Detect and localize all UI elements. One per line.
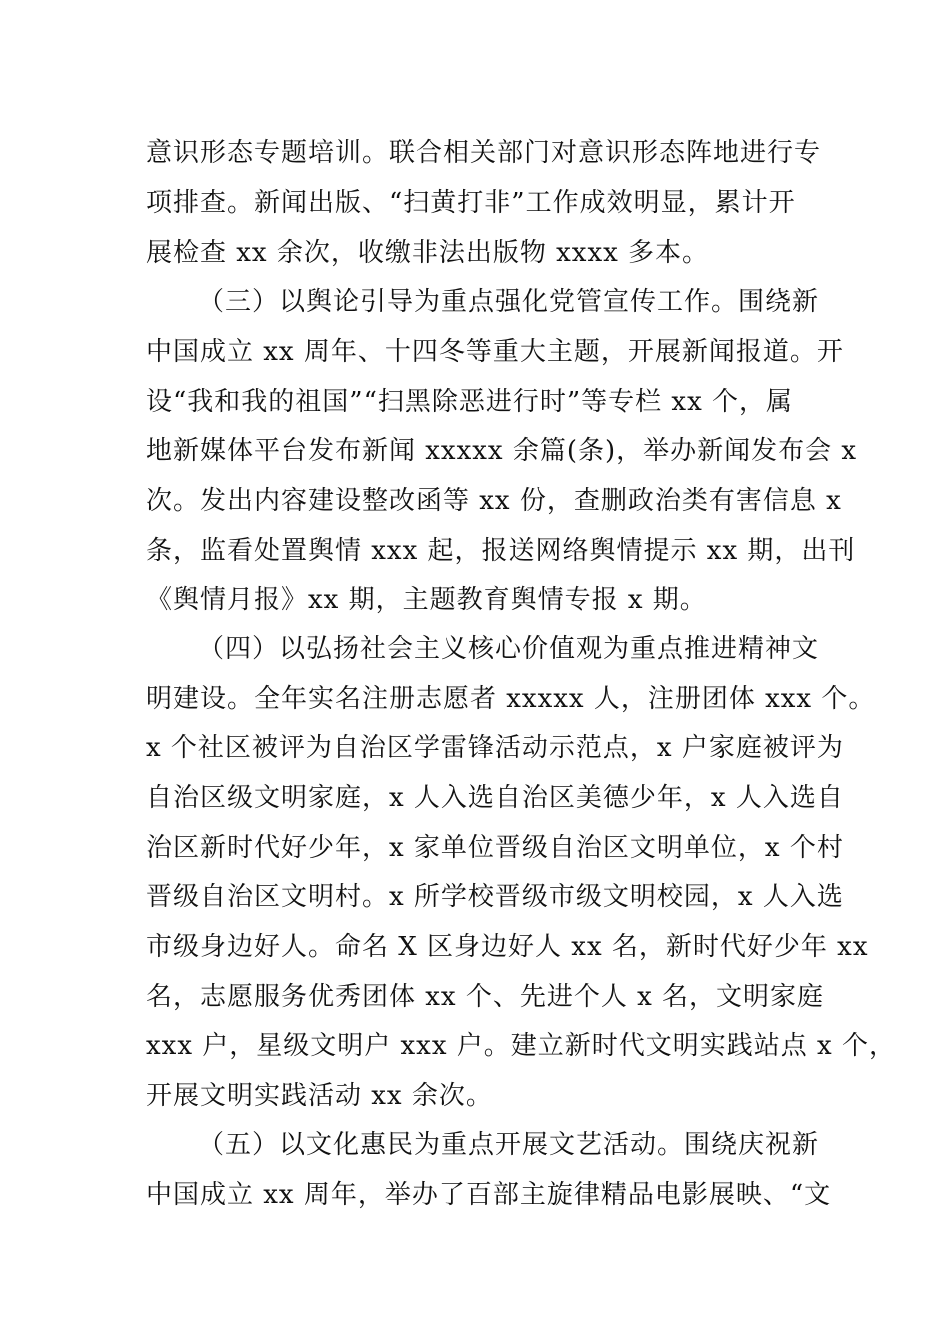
text-line: 自治区级文明家庭，x 人入选自治区美德少年，x 人入选自 [146, 783, 844, 813]
text-line: 项排查。新闻出版、“扫黄打非”工作成效明显，累计开 [146, 188, 796, 218]
text-line: xxx 户，星级文明户 xxx 户。建立新时代文明实践站点 x 个， [146, 1031, 896, 1061]
text-line: 《舆情月报》xx 期，主题教育舆情专报 x 期。 [146, 585, 707, 615]
text-line: 意识形态专题培训。联合相关部门对意识形态阵地进行专 [146, 138, 822, 168]
text-line: 次。发出内容建设整改函等 xx 份，查删政治类有害信息 x [146, 486, 842, 516]
text-line: 晋级自治区文明村。x 所学校晋级市级文明校园，x 人入选 [146, 882, 844, 912]
section-heading: （四）以弘扬社会主义核心价值观为重点推进精神文 [198, 634, 820, 664]
text-line: 中国成立 xx 周年、十四冬等重大主题，开展新闻报道。开 [146, 337, 844, 367]
text-line: x 个社区被评为自治区学雷锋活动示范点，x 户家庭被评为 [146, 733, 844, 763]
text-line: 名，志愿服务优秀团体 xx 个、先进个人 x 名，文明家庭 [146, 982, 825, 1012]
text-line: 中国成立 xx 周年，举办了百部主旋律精品电影展映、“文 [146, 1180, 832, 1210]
text-line: 展检查 xx 余次，收缴非法出版物 xxxx 多本。 [146, 238, 710, 268]
text-line: 市级身边好人。命名 X 区身边好人 xx 名，新时代好少年 xx [146, 932, 869, 962]
section-heading: （五）以文化惠民为重点开展文艺活动。围绕庆祝新 [198, 1130, 820, 1160]
text-line: 明建设。全年实名注册志愿者 xxxxx 人，注册团体 xxx 个。 [146, 684, 876, 714]
section-heading: （三）以舆论引导为重点强化党管宣传工作。围绕新 [198, 287, 820, 317]
text-line: 地新媒体平台发布新闻 xxxxx 余篇(条)，举办新闻发布会 x [146, 436, 858, 466]
text-line: 设“我和我的祖国”“扫黑除恶进行时”等专栏 xx 个，属 [146, 387, 794, 417]
text-line: 条，监看处置舆情 xxx 起，报送网络舆情提示 xx 期，出刊 [146, 536, 856, 566]
text-line: 治区新时代好少年，x 家单位晋级自治区文明单位，x 个村 [146, 833, 844, 863]
text-line: 开展文明实践活动 xx 余次。 [146, 1081, 493, 1111]
